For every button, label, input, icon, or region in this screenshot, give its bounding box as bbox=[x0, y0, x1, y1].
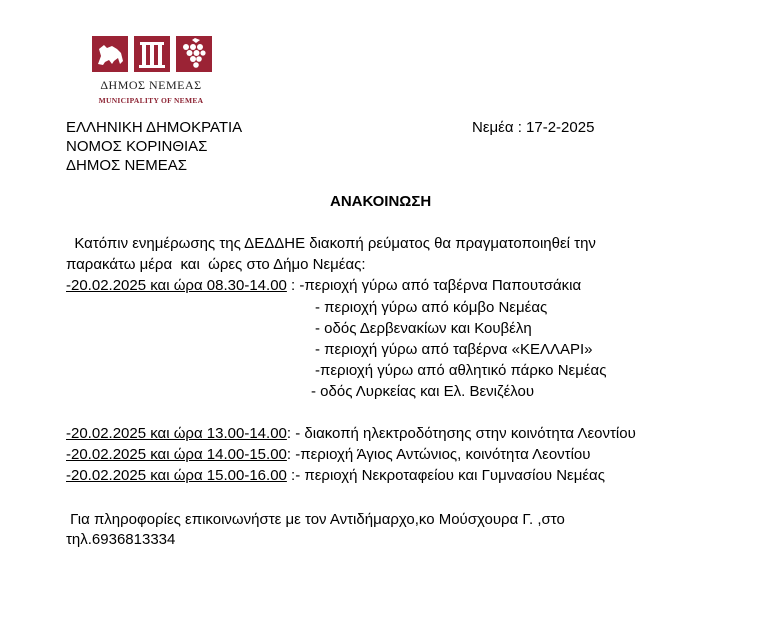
intro-line-2: παρακάτω μέρα και ώρες στο Δήμο Νεμέας: bbox=[66, 256, 366, 273]
outage-line-2 bbox=[66, 424, 636, 444]
outage-time-4: -20.02.2025 και ώρα 15.00-16.00 bbox=[66, 467, 287, 484]
logo-name-greek: ΔΗΜΟΣ ΝΕΜΕΑΣ bbox=[100, 78, 202, 92]
outage-area-4: - περιοχή γύρω από ταβέρνα «ΚΕΛΛΑΡΙ» bbox=[315, 341, 593, 358]
logo-emblem bbox=[92, 34, 212, 74]
outage-text-4: :- περιοχή Νεκροταφείου και Γυμνασίου Νεμέας bbox=[286, 467, 605, 484]
outage-text-2: : - διακοπή ηλεκτροδότησης στην κοινότητα Λεοντίου bbox=[286, 425, 636, 442]
lion-icon bbox=[92, 36, 128, 72]
intro-line-1: Κατόπιν ενημέρωσης της ΔΕΔΔΗΕ διακοπή ρεύματος θα πραγματοποιηθεί την bbox=[66, 235, 596, 252]
outage-area-6: - οδός Λυρκείας και Ελ. Βενιζέλου bbox=[311, 383, 535, 400]
contact-phone: τηλ.6936813334 bbox=[66, 531, 176, 548]
outage-time-3: -20.02.2025 και ώρα 14.00-15.00 bbox=[66, 446, 287, 463]
outage-line-4 bbox=[66, 466, 605, 486]
outage-separator: : bbox=[286, 277, 300, 294]
outage-line-3 bbox=[66, 445, 590, 465]
outage-time-2: -20.02.2025 και ώρα 13.00-14.00 bbox=[66, 425, 287, 442]
logo-name-english: MUNICIPALITY OF NEMEA bbox=[98, 96, 204, 105]
outage-area-1: -περιοχή γύρω από ταβέρνα Παπουτσάκια bbox=[299, 277, 582, 294]
grapes-icon bbox=[176, 36, 212, 72]
municipality-logo bbox=[86, 34, 216, 110]
outage-area-5: -περιοχή γύρω από αθλητικό πάρκο Νεμέας bbox=[315, 362, 607, 379]
outage-time-1: -20.02.2025 και ώρα 08.30-14.00 bbox=[66, 277, 287, 294]
header-republic: ΕΛΛΗΝΙΚΗ ΔΗΜΟΚΡΑΤΙΑ bbox=[66, 119, 243, 136]
outage-block-1-header bbox=[66, 276, 581, 296]
header-date: Νεμέα : 17-2-2025 bbox=[472, 119, 595, 136]
outage-text-3: : -περιοχή Άγιος Αντώνιος, κοινότητα Λεοντίου bbox=[286, 446, 591, 463]
temple-columns-icon bbox=[134, 36, 170, 72]
announcement-title: ΑΝΑΚΟΙΝΩΣΗ bbox=[330, 193, 432, 210]
header-municipality: ΔΗΜΟΣ ΝΕΜΕΑΣ bbox=[66, 157, 188, 174]
header-prefecture: ΝΟΜΟΣ ΚΟΡΙΝΘΙΑΣ bbox=[66, 138, 208, 155]
outage-area-3: - οδός Δερβενακίων και Κουβέλη bbox=[315, 320, 532, 337]
outage-area-2: - περιοχή γύρω από κόμβο Νεμέας bbox=[315, 299, 548, 316]
contact-line-1: Για πληροφορίες επικοινωνήστε με τον Αντιδήμαρχο,κο Μούσχουρα Γ. ,στο bbox=[66, 511, 565, 528]
